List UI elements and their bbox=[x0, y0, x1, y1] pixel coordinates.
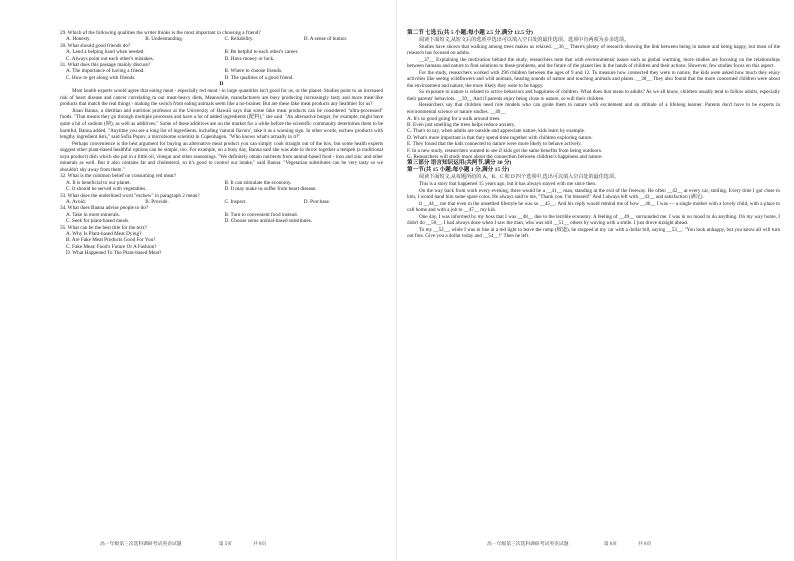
question-29-options bbox=[60, 36, 383, 42]
passage-paragraph: Most health experts would agree that eating meat - especially red meat - in large quantities isn't good for us, or the planet. Studies point to an increased risk of heart disease and cancer correlating to our meat-heavy diets. Meanwhile, manufacturers are busy producing increasingly tasty and more meat-like products that match the real things - making the switch from eating animals seem like a no-brainer. But are these fake meat products any healthier for us? bbox=[60, 88, 383, 108]
footer-total-pages: 共 8页 bbox=[638, 542, 652, 547]
passage-paragraph: Researchers say that children need role models who can guide them to nature with excitement and an attitude of a lifelong learner. Parents don't have to be experts in environmental science or nature studies. __40__ bbox=[407, 102, 780, 116]
footer-title: 高一年级第三次选科调研考试英语试题 bbox=[487, 542, 569, 547]
passage-paragraph: For the study, researchers worked with 296 children between the ages of 9 and 12. To measure how connected they were to nature, the kids were asked how much they enjoy activities like seeing wildflowers and wild animals, hearing sounds of nature and touching animals and plants. __38__ They also found that the more concerned children were about the environment and nature, the more likely they were to be happy. bbox=[407, 69, 780, 89]
option: B. Turn to convenient food instead. bbox=[224, 211, 298, 218]
right-page bbox=[397, 0, 794, 561]
option: C. It should be served with vegetables. bbox=[66, 186, 147, 193]
footer-page-number: 第 5页 bbox=[218, 542, 232, 547]
seven-choice-options bbox=[407, 116, 780, 161]
question-35-options bbox=[60, 231, 383, 257]
section-instructions: 阅读下面短文,从每题所给的 A、B、C 和 D 四个选项中,选出可以填入空白处的最佳选项。 bbox=[419, 174, 620, 181]
passage-paragraph: One day, I was informed by my boss that I was __48__ due to the terrible economy. A feeling of __49__ surrounded me. I was in no mood to do anything. On my way home, I didn't do __50__. I had always done when I saw the man, who was still __51__ others by waving with a smile. I just drove straight ahead. bbox=[407, 213, 780, 227]
passage-paragraph: It __44__ me that even in the unsettled lifestyle he was so __45__. And his reply would remind me of how __46__ I was — a single mother with a lovely child, with a place to call home and with a job to __47__ my kid. bbox=[407, 200, 780, 214]
option: A. Avoid. bbox=[66, 198, 86, 205]
question-29: 29. Which of the following qualities the writer thinks is the most important in choosing a friend? bbox=[60, 30, 261, 36]
option: D. It may make us suffer from heart disease. bbox=[224, 186, 317, 193]
option: A. It is beneficial to our planet. bbox=[66, 179, 131, 186]
option: A. The importance of having a friend. bbox=[66, 68, 145, 75]
question-30-options bbox=[60, 49, 383, 62]
option: C. Inspect. bbox=[224, 198, 247, 205]
option: D. Purchase. bbox=[303, 198, 331, 205]
option: C. Always point out each other's mistakes. bbox=[66, 55, 154, 62]
part-title: 第三部分 语言知识运用(共两节,满分 30 分) bbox=[407, 160, 512, 167]
option: F. In a new study, researchers wanted to see if kids got the same benefits from being outdoors. bbox=[407, 147, 603, 154]
option: D. Have money or luck. bbox=[224, 55, 275, 62]
passage-letter: D bbox=[219, 81, 224, 88]
option: D. A sense of humor. bbox=[303, 36, 348, 43]
section-title: 第一节(共 15 小题;每小题 1 分,满分 15 分) bbox=[407, 167, 510, 174]
page-footer bbox=[407, 540, 794, 547]
option: D. What Happened To The Plant-based Meat? bbox=[66, 250, 162, 257]
option: B. Even just smelling the trees helps reduce anxiety. bbox=[407, 121, 516, 128]
option: E. They found that the kids connected to nature were more likely to behave actively. bbox=[407, 141, 582, 148]
option: C. Reliability. bbox=[224, 36, 254, 43]
option: A. Why Is Plant-based Meat Dying? bbox=[66, 231, 142, 238]
option: G. Researchers will study more about the connection between children's happiness and nature. bbox=[407, 154, 603, 160]
option: D. What's more important is that they spend time together with children exploring nature. bbox=[407, 134, 593, 141]
option: A. Lend a helping hand when needed. bbox=[66, 49, 145, 56]
question-35: 35. What can be the best title for the text? bbox=[60, 224, 147, 231]
option: C. Fake Meat: Food's Future Or A Fashion? bbox=[66, 243, 157, 250]
footer-page-number: 第 6页 bbox=[603, 542, 617, 547]
section-instructions: 阅读下面短文,从短文后的选项中选出可以填入空白处的最佳选项。选项中有两项为多余选项。 bbox=[419, 37, 630, 43]
option: D. The qualities of a good friend. bbox=[224, 74, 294, 81]
option: B. Where to choose friends. bbox=[224, 68, 283, 75]
question-32-options bbox=[60, 180, 383, 193]
question-30: 30. What should good friends do? bbox=[60, 42, 131, 49]
question-31-options bbox=[60, 68, 383, 81]
option: C. Seek for plant-based meals. bbox=[66, 218, 130, 225]
option: B. Are Fake Meat Products Good For You? bbox=[66, 237, 156, 244]
passage-paragraph: Studies have shown that walking among trees makes us relaxed. __36__ There's plenty of research showing the link between being in nature and being happy, but most of the research has focused on adults. bbox=[407, 43, 780, 57]
option: B. It can stimulate the economy. bbox=[224, 179, 292, 186]
passage-paragraph: To my __52__, while I was in line at a red light to leave the ramp (坡道), he stopped at my car with a dollar bill, saying __53__. "You look unhappy, but you know all will turn out fine. Give you a dollar today and __54__!" Then he left. bbox=[407, 226, 780, 240]
question-32: 32. What is the common belief on consuming red meat? bbox=[60, 173, 177, 180]
passage-paragraph: This is a story that happened 15 years ago, but it has always stayed with me since then. bbox=[419, 180, 597, 187]
passage-paragraph: __37__ Explaining the motivation behind the study, researchers note that with environmental issues such as global warming, more studies are focusing on the relationships between humans and nature to find solutions to these problems, and the future of the planet lies in the hands of children and their actions. However, few studies focus on this aspect. bbox=[407, 56, 780, 70]
option: D. Choose some animal-based substitutes. bbox=[224, 218, 313, 225]
option: A. Honesty. bbox=[66, 36, 91, 43]
question-33: 33. What does the underlined word "eschew" in paragraph 2 mean? bbox=[60, 192, 200, 199]
option: C. How to get along with friends. bbox=[66, 74, 136, 81]
option: A. Take in more minerals. bbox=[66, 211, 120, 218]
question-34-options bbox=[60, 212, 383, 225]
option: B. Be helpful to each other's career. bbox=[224, 49, 299, 56]
option: A. It's so good going for a walk around trees. bbox=[407, 115, 501, 122]
option: C. That's to say, when adults are outside and appreciate nature, kids learn by example. bbox=[407, 128, 586, 135]
section-title: 第二节 七选五(共 5 小题;每小题 2.5 分,满分 12.5 分) bbox=[407, 30, 533, 36]
option: B. Provide. bbox=[145, 198, 169, 205]
footer-total-pages: 共 8页 bbox=[253, 542, 267, 547]
question-31: 31. What does this passage mainly discuss? bbox=[60, 62, 151, 69]
passage-paragraph: So exposure to nature is related to active behaviors and happiness of children. What does that mean to adults? As we all know, children usually tend to follow adults, especially their parents' behaviors. __39__ And if parents enjoy being close to nature, so will their children. bbox=[407, 89, 780, 102]
passage-paragraph: Jinan Banna, a dietitian and nutrition professor at the University of Hawaii says that some fake meat products can be considered "ultra-processed" foods. "That means they go through multiple processes and have a lot of added ingredients (配料)," she said. "An alternative burger, for example, might have quite a bit of sodium (钠), as well as additives." Some of these additives are on the market for a while before the scientific community determines them to be harmful, Banna added. "Anytime you see a long list of ingredients, including 'natural flavors', take it as a warning sign. In other words, eschew products with lengthy ingredient lists," said Sofia Popov, a microbiome scientist in Copenhagen. "Who knows what's actually in it?" bbox=[60, 107, 383, 141]
option: B. Understanding. bbox=[145, 36, 184, 43]
passage-paragraph: On the way back from work every evening, there would be a __41__ man, standing at the exit of the freeway. He often __42__ at every car, smiling. Every time I got close to him, I would hand him some spare coins. He always said to me, "Thank you. I'm blessed!" And I always left with __43__ and satisfaction (满足). bbox=[407, 187, 780, 201]
passage-paragraph: Perhaps convenience is the best argument for buying an alternative meat product you can simply cook straight out of the box, but some health experts suggest other plant-based healthful options can be simple, too. For example, on a busy day, Banna said she was able to throw together a tempeh (a traditional soya product) dish which she put in a little oil, vinegar and other seasonings. "We definitely obtain nutrients from animal-based food - iron and zinc and other minerals as well. But it also contains fat and cholesterol, so it's good to control our intake," said Banna. "Vegetarian substitutes can be very tasty so we shouldn't shy away from them." bbox=[60, 140, 383, 173]
question-34: 34. What does Banna advise people to do? bbox=[60, 205, 149, 212]
footer-title: 高一年级第三次选科调研考试英语试题 bbox=[100, 542, 182, 547]
